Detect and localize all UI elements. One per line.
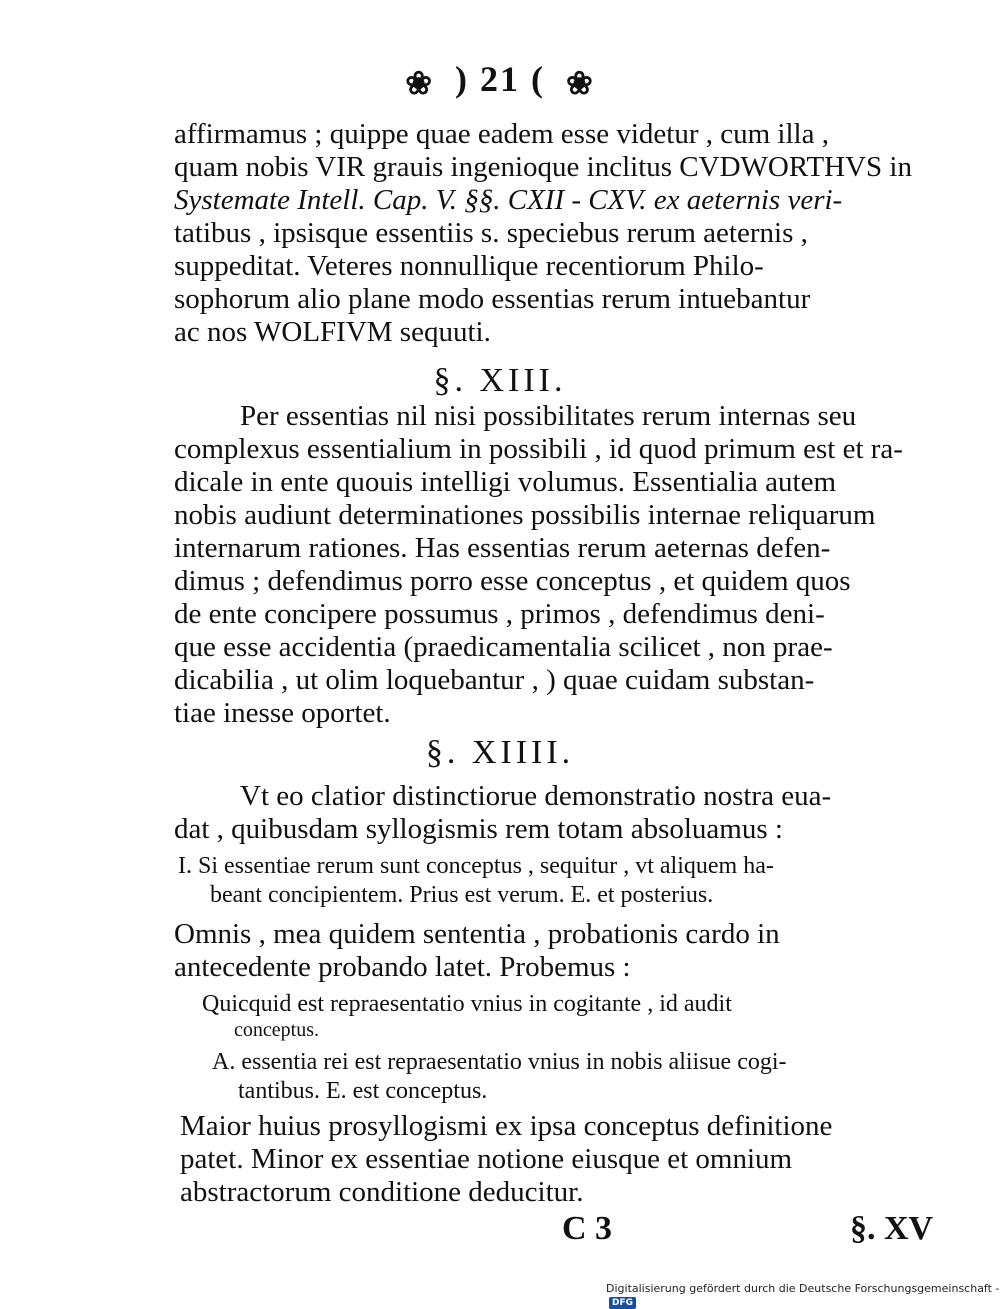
text-line: beant concipientem. Prius est verum. E. et posterius. xyxy=(210,882,714,908)
text-line: dicale in ente quouis intelligi volumus. Essentialia autem xyxy=(174,466,837,498)
text-line: Maior huius prosyllogismi ex ipsa conceptus definitione xyxy=(180,1110,833,1142)
syllogism-three xyxy=(212,1048,970,1106)
paragraph-continuation xyxy=(174,118,932,349)
text-line: antecedente probando latet. Probemus : xyxy=(174,951,631,983)
left-ornament-icon: ❀ xyxy=(405,64,434,101)
section-heading-13: §. XIII. xyxy=(433,362,567,399)
page-number: 21 xyxy=(480,59,520,99)
text-line: I. Si essentiae rerum sunt conceptus , sequitur , vt aliquem ha- xyxy=(178,853,774,879)
digitization-note xyxy=(606,1282,1000,1309)
text-line: sophorum alio plane modo essentias rerum intuebantur xyxy=(174,283,811,315)
signature-mark: C 3 xyxy=(562,1210,613,1247)
text-line: suppeditat. Veteres nonnullique recentiorum Philo- xyxy=(174,250,764,282)
text-line: conceptus. xyxy=(234,1019,319,1041)
section-14-intro xyxy=(174,780,932,846)
syllogism-one xyxy=(178,852,936,910)
text-line: ac nos WOLFIVM sequuti. xyxy=(174,316,491,348)
final-paragraph xyxy=(180,1110,938,1209)
text-line: affirmamus ; quippe quae eadem esse videtur , cum illa , xyxy=(174,118,829,150)
text-line: tantibus. E. est conceptus. xyxy=(238,1078,488,1104)
right-ornament-icon: ❀ xyxy=(566,64,595,101)
text-line: Omnis , mea quidem sententia , probationis cardo in xyxy=(174,918,780,950)
text-line: Per essentias nil nisi possibilitates rerum internas seu xyxy=(240,400,857,432)
text-line: A. essentia rei est repraesentatio vnius in nobis aliisue cogi- xyxy=(212,1049,787,1075)
probation-paragraph xyxy=(174,918,932,984)
text-line: dat , quibusdam syllogismis rem totam absoluamus : xyxy=(174,813,783,845)
text-line: nobis audiunt determinationes possibilis internae reliquarum xyxy=(174,499,876,531)
text-line: Systemate Intell. Cap. V. §§. CXII - CXV. ex aeternis veri- xyxy=(174,184,843,216)
section-heading-14: §. XIIII. xyxy=(425,734,575,771)
page-header xyxy=(0,58,1000,102)
digitization-text: Digitalisierung gefördert durch die Deutsche Forschungsgemeinschaft - xyxy=(606,1282,1000,1295)
text-line: patet. Minor ex essentiae notione eiusque et omnium xyxy=(180,1143,793,1175)
text-line: abstractorum conditione deducitur. xyxy=(180,1176,584,1208)
syllogism-two xyxy=(202,990,960,1041)
text-line: que esse accidentia (praedicamentalia scilicet , non prae- xyxy=(174,631,833,663)
text-line: de ente concipere possumus , primos , defendimus deni- xyxy=(174,598,825,630)
right-bracket: ( xyxy=(531,59,545,99)
text-line: quam nobis VIR grauis ingenioque inclitus CVDWORTHVS in xyxy=(174,151,912,183)
text-line: tiae inesse oportet. xyxy=(174,697,391,729)
text-line: internarum rationes. Has essentias rerum aeternas defen- xyxy=(174,532,831,564)
text-line: tatibus , ipsisque essentiis s. speciebus rerum aeternis , xyxy=(174,217,808,249)
text-line: Quicquid est repraesentatio vnius in cogitante , id audit xyxy=(202,991,732,1017)
section-13-body xyxy=(174,400,932,730)
text-line: complexus essentialium in possibili , id quod primum est et ra- xyxy=(174,433,903,465)
catchword: §. XV xyxy=(850,1210,934,1247)
text-line: dimus ; defendimus porro esse conceptus , et quidem quos xyxy=(174,565,851,597)
left-bracket: ) xyxy=(455,59,469,99)
dfg-logo: DFG xyxy=(609,1297,636,1309)
text-line: dicabilia , ut olim loquebantur , ) quae cuidam substan- xyxy=(174,664,815,696)
text-line: Vt eo clatior distinctiorue demonstratio nostra eua- xyxy=(240,780,832,812)
